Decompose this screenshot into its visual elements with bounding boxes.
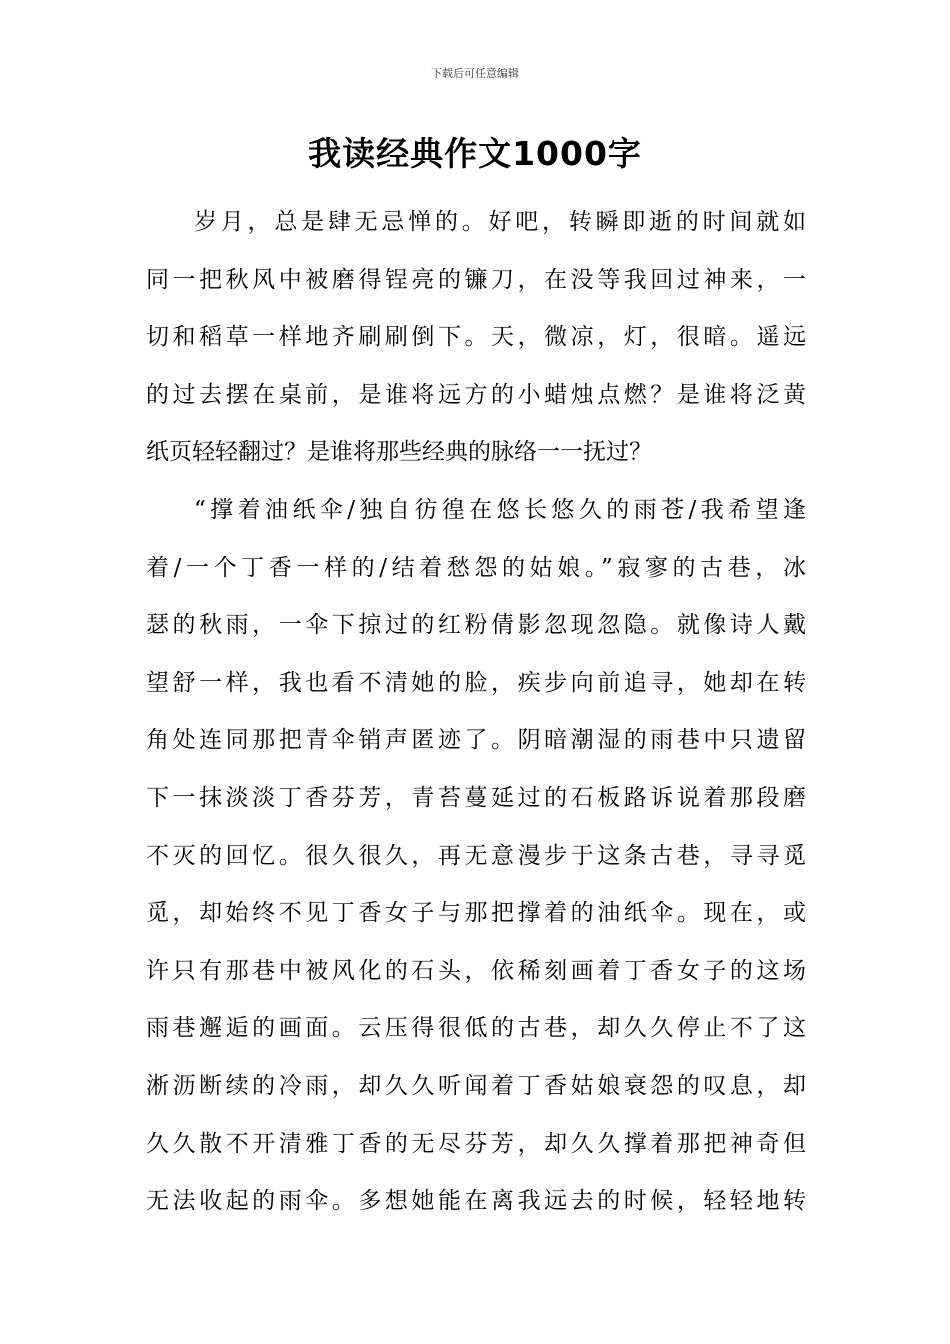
text-line: 久久散不开清雅丁香的无尽芬芳，却久久撑着那把神奇但	[146, 1130, 806, 1157]
text-line: 着/一个丁香一样的/结着愁怨的姑娘。”寂寥的古巷，冰	[146, 554, 806, 581]
text-line: 瑟的秋雨，一伞下掠过的红粉倩影忽现忽隐。就像诗人戴	[146, 612, 806, 639]
text-line: 的过去摆在桌前，是谁将远方的小蜡烛点燃？是谁将泛黄	[146, 381, 806, 408]
paragraph-1	[146, 194, 806, 482]
text-line: 觅，却始终不见丁香女子与那把撑着的油纸伞。现在，或	[146, 900, 806, 927]
document-title: 我读经典作文1000字	[308, 134, 642, 173]
text-line: 雨巷邂逅的画面。云压得很低的古巷，却久久停止不了这	[146, 1015, 806, 1042]
text-line: “撑着油纸伞/独自彷徨在悠长悠久的雨苍/我希望逢	[194, 496, 806, 523]
essay-body	[146, 194, 806, 1231]
text-line: 下一抹淡淡丁香芬芳，青苔蔓延过的石板路诉说着那段磨	[146, 784, 806, 811]
text-line: 角处连同那把青伞销声匿迹了。阴暗潮湿的雨巷中只遗留	[146, 727, 806, 754]
text-line: 无法收起的雨伞。多想她能在离我远去的时候，轻轻地转	[146, 1188, 806, 1215]
paragraph-2	[146, 482, 806, 1231]
text-line: 切和稻草一样地齐刷刷倒下。天，微凉，灯，很暗。遥远	[146, 324, 806, 351]
text-line: 同一把秋风中被磨得锃亮的镰刀，在没等我回过神来，一	[146, 266, 806, 293]
text-line: 望舒一样，我也看不清她的脸，疾步向前追寻，她却在转	[146, 669, 806, 696]
text-line: 纸页轻轻翻过？是谁将那些经典的脉络一一抚过？	[146, 439, 652, 466]
text-line: 淅沥断续的冷雨，却久久听闻着丁香姑娘衰怨的叹息，却	[146, 1072, 806, 1099]
header-note: 下载后可任意编辑	[431, 67, 519, 80]
text-line: 不灭的回忆。很久很久，再无意漫步于这条古巷，寻寻觅	[146, 842, 806, 869]
text-line: 许只有那巷中被风化的石头，依稀刻画着丁香女子的这场	[146, 957, 806, 984]
text-line: 岁月，总是肆无忌惮的。好吧，转瞬即逝的时间就如	[194, 209, 806, 235]
